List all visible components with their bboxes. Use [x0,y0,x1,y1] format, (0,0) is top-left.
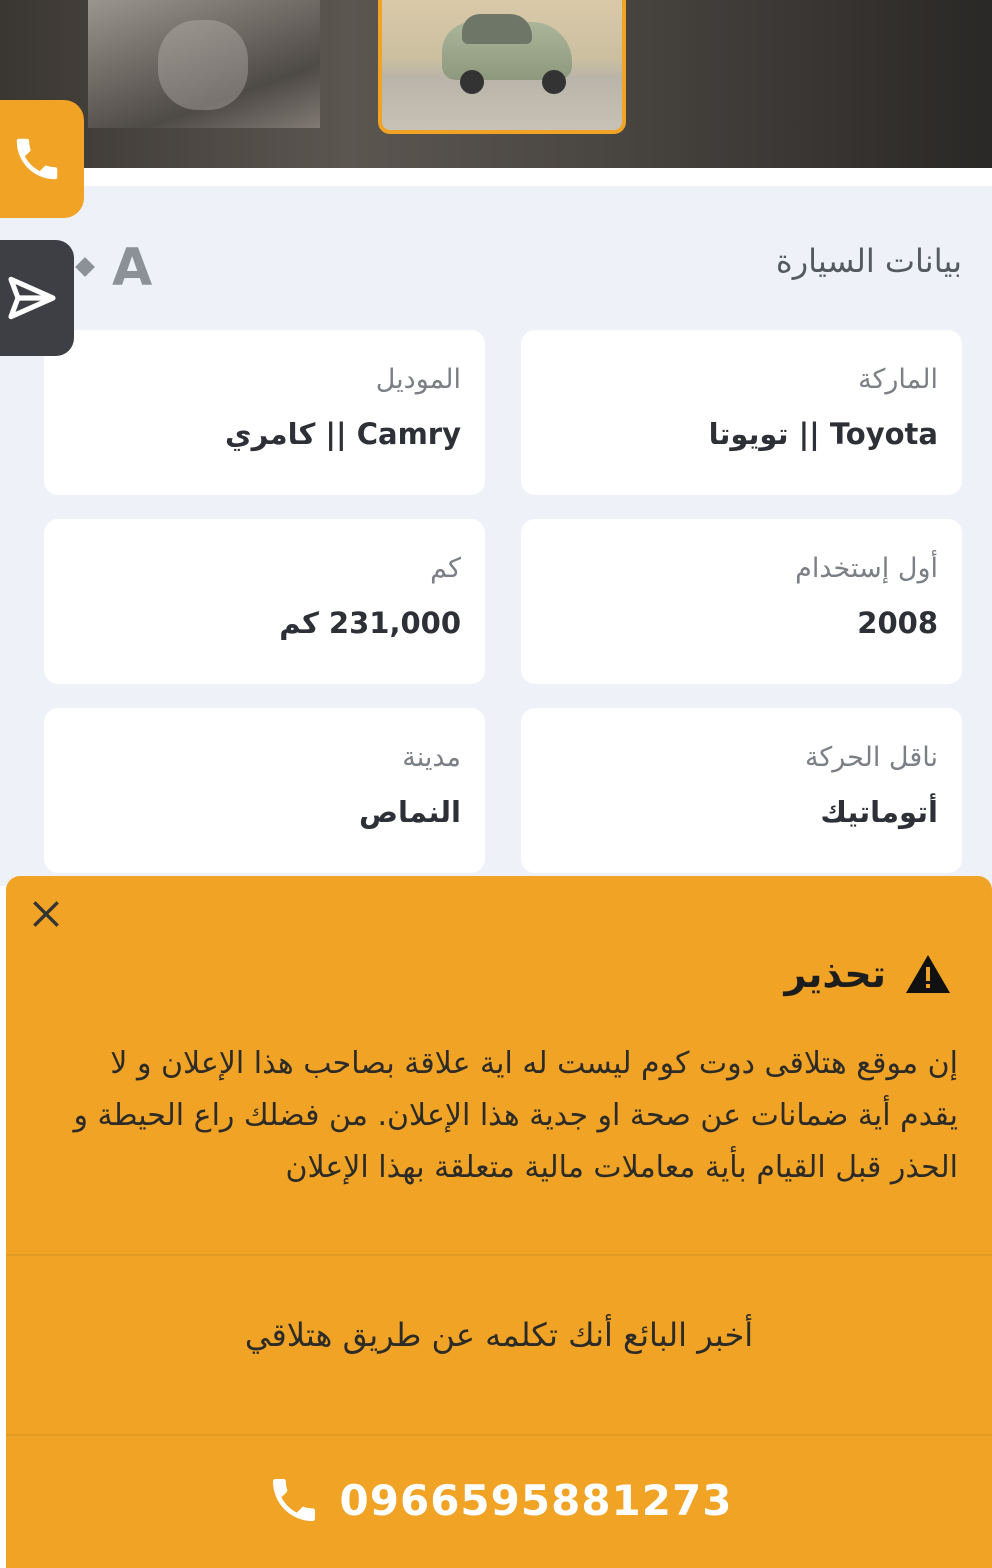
warning-header [784,952,952,996]
spec-value: أتوماتيك [820,795,938,829]
warning-icon [904,953,952,995]
phone-icon [10,132,64,186]
floating-call-button[interactable] [0,100,84,218]
font-size-toggle[interactable]: A [112,238,153,298]
divider [6,1254,992,1256]
gallery-thumbnail-interior[interactable] [88,0,320,128]
warning-title: تحذير [784,952,886,996]
spec-value: Toyota || تويوتا [708,417,938,451]
spec-card-city [44,708,485,873]
spec-label: الماركة [858,364,938,395]
phone-number: 0966595881273 [339,1475,733,1525]
spec-value: 2008 [857,606,938,640]
spec-value: 231,000 كم [279,606,461,640]
close-icon[interactable] [26,894,66,934]
car-details-section [0,186,992,886]
spec-card-brand [521,330,962,495]
floating-share-button[interactable] [0,240,74,356]
spec-label: الموديل [375,364,461,395]
spec-card-transmission [521,708,962,873]
warning-body: إن موقع هتلاقى دوت كوم ليست له اية علاقة بصاحب هذا الإعلان و لا يقدم أية ضمانات عن صحة او جدية هذا الإعلان. من فضلك راع الحيطة و الحذر قبل القيام بأية معاملات مالية متعلقة بهذا الإعلان [73,1046,958,1185]
spec-label: أول إستخدام [795,553,938,584]
warning-sheet [6,876,992,1568]
phone-call-button[interactable] [6,1472,992,1528]
tell-seller-note: أخبر البائع أنك تكلمه عن طريق هتلاقي [244,1316,754,1354]
spec-label: مدينة [402,742,461,773]
divider [6,1434,992,1436]
spec-card-mileage [44,519,485,684]
phone-icon [266,1472,322,1528]
font-size-decrease-icon[interactable] [75,257,95,277]
spec-label: كم [430,553,461,584]
spec-value: Camry || كامري [225,417,461,451]
spec-card-model [44,330,485,495]
gallery-thumbnail-selected[interactable] [378,0,626,134]
section-title: بيانات السيارة [775,242,962,280]
spec-value: النماص [358,795,461,829]
share-icon [4,270,60,326]
spec-card-first-use [521,519,962,684]
spec-label: ناقل الحركة [804,742,938,773]
image-gallery [0,0,992,168]
